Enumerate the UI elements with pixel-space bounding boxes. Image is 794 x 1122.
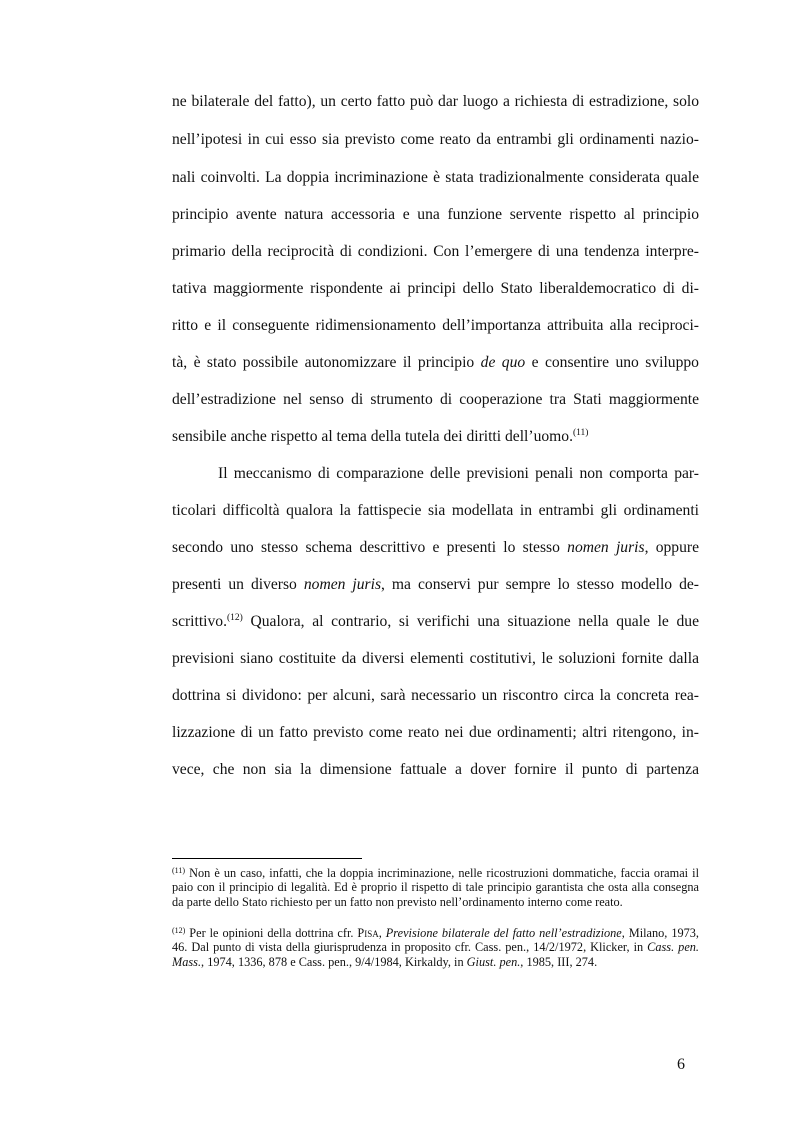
footnote-separator <box>172 858 362 859</box>
body-line: nell’ipotesi in cui esso sia previsto come reato da entrambi gli ordinamenti nazio- <box>172 131 699 148</box>
body-line: sensibile anche rispetto al tema della tutela dei diritti dell’uomo.$^{(11)}$ <box>172 428 589 445</box>
body-line: dottrina si dividono: per alcuni, sarà necessario un riscontro circa la concreta rea- <box>172 687 699 704</box>
footnote-ref-11: (11) <box>572 428 589 438</box>
body-line: Il meccanismo di comparazione delle previsioni penali non comporta par- <box>218 465 699 482</box>
body-line: tà, è stato possibile autonomizzare il principio de quo e consentire uno sviluppo <box>172 354 699 371</box>
footnote-12: $^{(12)}$ Per le opinioni della dottrina cfr. Pisa, Previsione bilaterale del fatto nell’estradizione, Milano, 1973, 46. Dal punto di vista della giurisprudenza in proposito cfr. Cass. pen., 14/2/1972, Klicker, in Cass. pen. Mass., 1974, 1336, 878 e Cass. pen., 9/4/1984, Kirkaldy, in Giust. pen., 1985, III, 274. <box>172 926 700 969</box>
body-line: presenti un diverso nomen juris, ma conservi pur sempre lo stesso modello de- <box>172 576 699 593</box>
body-line: scrittivo.$^{(12)}$ Qualora, al contrario, si verifichi una situazione nella quale le due <box>172 613 699 630</box>
body-line: secondo uno stesso schema descrittivo e presenti lo stesso nomen juris, oppure <box>172 539 699 556</box>
body-line: primario della reciprocità di condizioni. Con l’emergere di una tendenza interpre- <box>172 243 699 260</box>
body-line: nali coinvolti. La doppia incriminazione è stata tradizionalmente considerata quale <box>172 169 699 186</box>
body-line: ticolari difficoltà qualora la fattispecie sia modellata in entrambi gli ordinamenti <box>172 502 699 519</box>
body-line: tativa maggiormente rispondente ai principi dello Stato liberaldemocratico di di- <box>172 280 699 297</box>
body-line: ritto e il conseguente ridimensionamento dell’importanza attribuita alla reciproci- <box>172 317 699 334</box>
body-line: ne bilaterale del fatto), un certo fatto può dar luogo a richiesta di estradizione, solo <box>172 93 699 110</box>
body-line: previsioni siano costituite da diversi elementi costitutivi, le soluzioni fornite dalla <box>172 650 699 667</box>
footnote-11: $^{(11)}$ Non è un caso, infatti, che la doppia incriminazione, nelle ricostruzioni dommatiche, faccia oramai il paio con il principio di legalità. Ed è proprio il rispetto di tale principio garantista che osta alla consegna da parte dello Stato richiesto per un fatto non previsto nell’ordinamento interno come reato. <box>172 866 699 909</box>
body-line: lizzazione di un fatto previsto come reato nei due ordinamenti; altri ritengono, in- <box>172 724 699 741</box>
body-line: vece, che non sia la dimensione fattuale a dover fornire il punto di partenza <box>172 761 699 778</box>
body-line: dell’estradizione nel senso di strumento di cooperazione tra Stati maggiormente <box>172 391 699 408</box>
page-number: 6 <box>677 1056 685 1073</box>
footnote-ref-12: (12) <box>227 613 243 623</box>
body-line: principio avente natura accessoria e una funzione servente rispetto al principio <box>172 206 699 223</box>
